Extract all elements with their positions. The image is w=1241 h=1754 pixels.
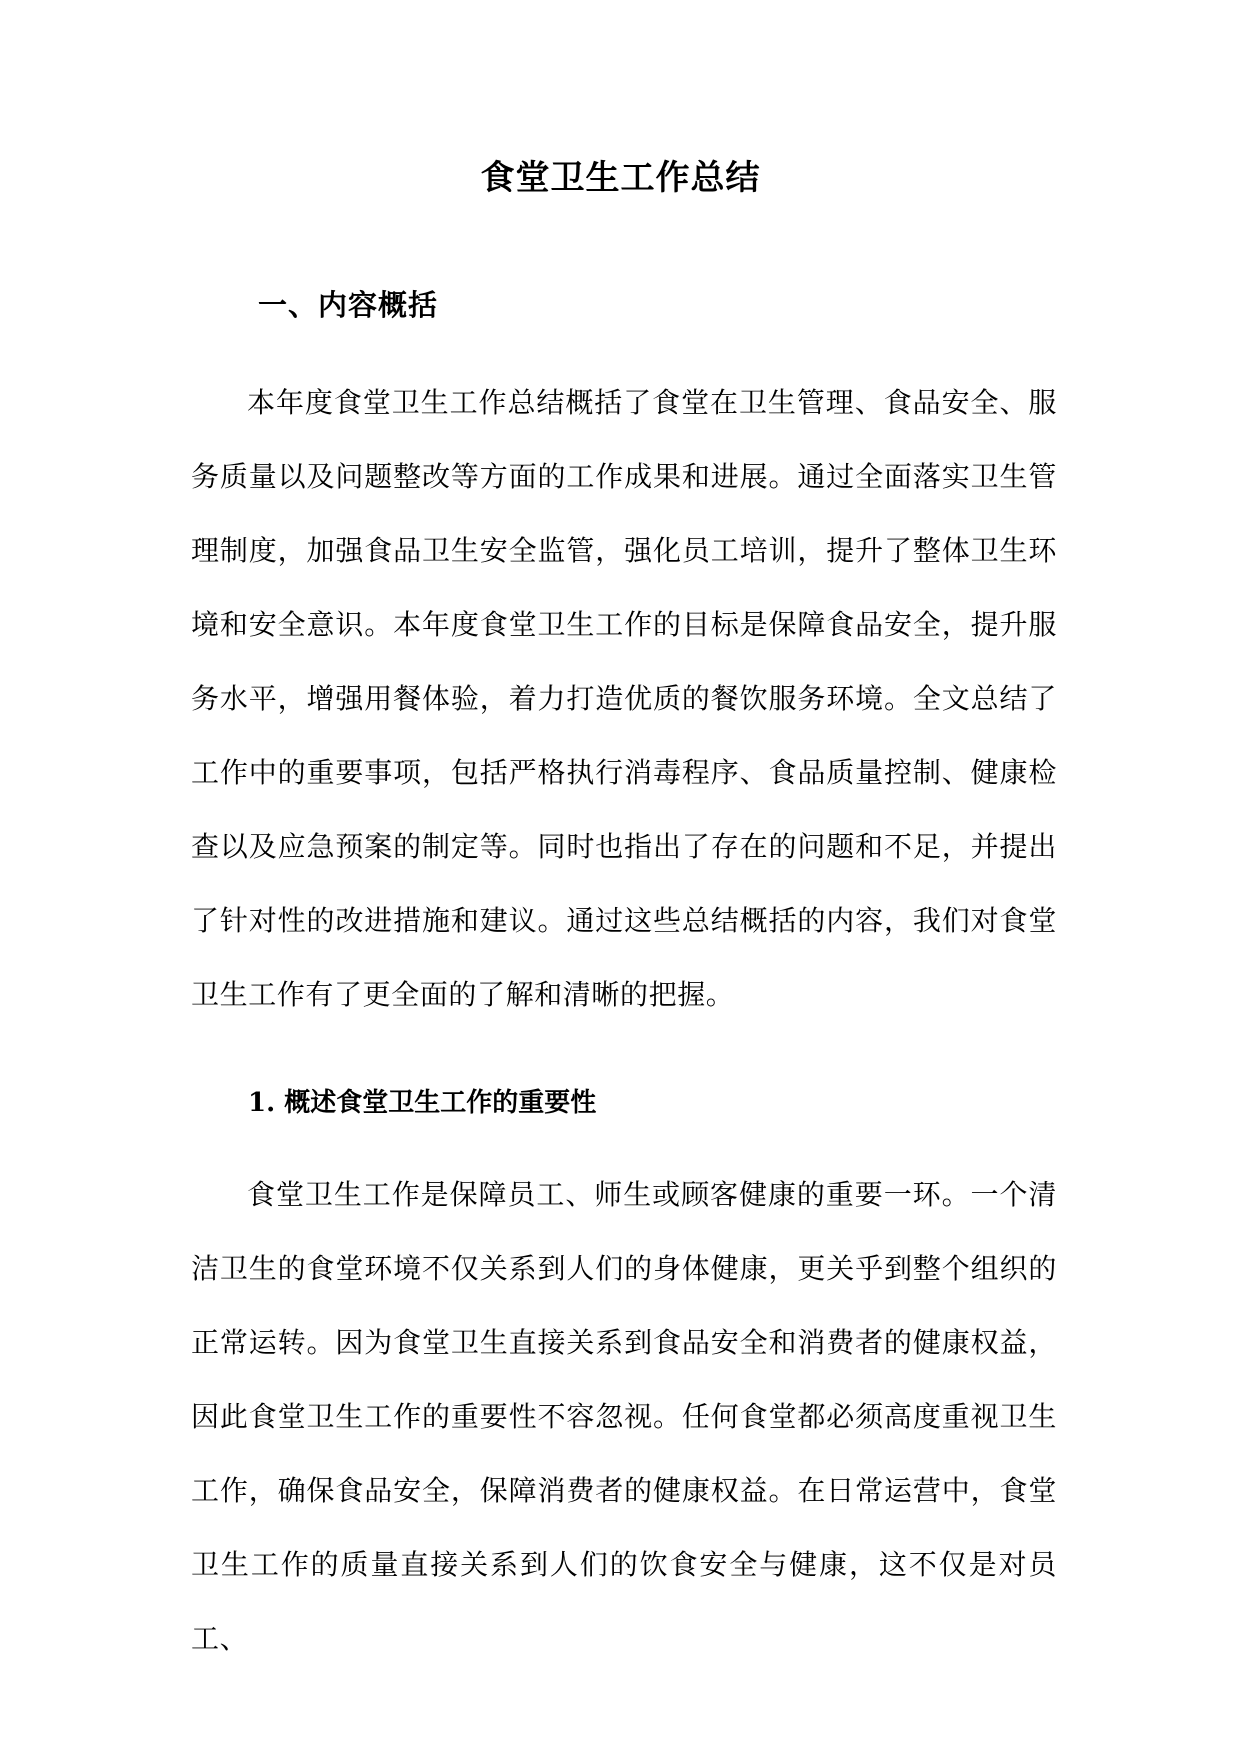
paragraph-importance: 食堂卫生工作是保障员工、师生或顾客健康的重要一环。一个清洁卫生的食堂环境不仅关系到人们的身体健康，更关乎到整个组织的正常运转。因为食堂卫生直接关系到食品安全和消费者的健康权益，因此食堂卫生工作的重要性不容忽视。任何食堂都必须高度重视卫生工作，确保食品安全，保障消费者的健康权益。在日常运营中，食堂卫生工作的质量直接关系到人们的饮食安全与健康，这不仅是对员工、 — [191, 1178, 1057, 1655]
section-heading-content-summary: 一、内容概括 — [258, 288, 439, 322]
paragraph-content-summary: 本年度食堂卫生工作总结概括了食堂在卫生管理、食品安全、服务质量以及问题整改等方面的工作成果和进展。通过全面落实卫生管理制度，加强食品卫生安全监管，强化员工培训，提升了整体卫生环境和安全意识。本年度食堂卫生工作的目标是保障食品安全，提升服务水平，增强用餐体验，着力打造优质的餐饮服务环境。全文总结了工作中的重要事项，包括严格执行消毒程序、食品质量控制、健康检查以及应急预案的制定等。同时也指出了存在的问题和不足，并提出了针对性的改进措施和建议。通过这些总结概括的内容，我们对食堂卫生工作有了更全面的了解和清晰的把握。 — [191, 386, 1057, 1011]
document-title: 食堂卫生工作总结 — [480, 158, 761, 198]
subsection-heading-importance: 1. 概述食堂卫生工作的重要性 — [248, 1088, 597, 1118]
